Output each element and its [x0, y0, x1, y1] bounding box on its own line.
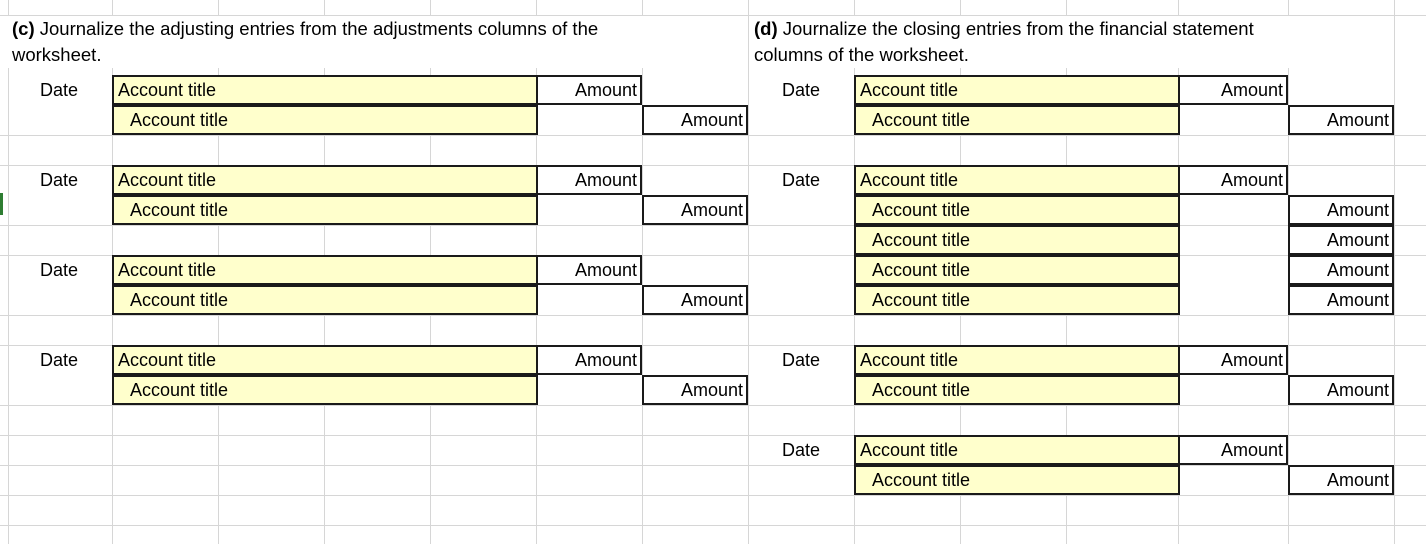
credit-amount[interactable]: Amount: [1288, 285, 1394, 315]
credit-amount[interactable]: Amount: [642, 285, 748, 315]
debit-amount[interactable]: Amount: [536, 75, 642, 105]
debit-account-title[interactable]: Account title: [112, 75, 538, 105]
credit-account-title[interactable]: Account title: [854, 105, 1180, 135]
credit-account-title[interactable]: Account title: [854, 285, 1180, 315]
credit-amount[interactable]: Amount: [1288, 195, 1394, 225]
section-d-letter: (d): [754, 18, 778, 39]
section-c-text-line2: worksheet.: [12, 44, 102, 65]
debit-amount[interactable]: Amount: [1178, 75, 1288, 105]
debit-amount[interactable]: Amount: [1178, 345, 1288, 375]
section-c-text: Journalize the adjusting entries from the adjustments columns of the: [34, 18, 599, 39]
credit-amount[interactable]: Amount: [1288, 225, 1394, 255]
entry-date[interactable]: Date: [781, 170, 821, 190]
credit-account-title[interactable]: Account title: [112, 195, 538, 225]
section-d-text: Journalize the closing entries from the financial statement: [777, 18, 1254, 39]
entry-date[interactable]: Date: [781, 440, 821, 460]
section-d-header: [750, 16, 1394, 68]
credit-amount[interactable]: Amount: [642, 105, 748, 135]
section-c-letter: (c): [12, 18, 35, 39]
credit-account-title[interactable]: Account title: [854, 225, 1180, 255]
credit-account-title[interactable]: Account title: [112, 375, 538, 405]
debit-account-title[interactable]: Account title: [112, 255, 538, 285]
debit-amount[interactable]: Amount: [536, 345, 642, 375]
debit-amount[interactable]: Amount: [536, 165, 642, 195]
credit-account-title[interactable]: Account title: [854, 375, 1180, 405]
credit-account-title[interactable]: Account title: [112, 105, 538, 135]
debit-account-title[interactable]: Account title: [112, 165, 538, 195]
credit-account-title[interactable]: Account title: [854, 465, 1180, 495]
active-row-marker: [0, 193, 3, 215]
credit-amount[interactable]: Amount: [1288, 375, 1394, 405]
debit-account-title[interactable]: Account title: [112, 345, 538, 375]
debit-amount[interactable]: Amount: [1178, 435, 1288, 465]
section-c-header: [8, 16, 748, 68]
entry-date[interactable]: Date: [39, 80, 79, 100]
entry-date[interactable]: Date: [781, 80, 821, 100]
debit-account-title[interactable]: Account title: [854, 345, 1180, 375]
credit-amount[interactable]: Amount: [1288, 255, 1394, 285]
credit-amount[interactable]: Amount: [1288, 105, 1394, 135]
entry-date[interactable]: Date: [39, 260, 79, 280]
credit-account-title[interactable]: Account title: [112, 285, 538, 315]
credit-account-title[interactable]: Account title: [854, 195, 1180, 225]
credit-amount[interactable]: Amount: [642, 195, 748, 225]
debit-account-title[interactable]: Account title: [854, 435, 1180, 465]
entry-date[interactable]: Date: [39, 350, 79, 370]
debit-amount[interactable]: Amount: [1178, 165, 1288, 195]
debit-amount[interactable]: Amount: [536, 255, 642, 285]
entry-date[interactable]: Date: [39, 170, 79, 190]
credit-amount[interactable]: Amount: [1288, 465, 1394, 495]
debit-account-title[interactable]: Account title: [854, 75, 1180, 105]
section-d-text-line2: columns of the worksheet.: [754, 44, 969, 65]
debit-account-title[interactable]: Account title: [854, 165, 1180, 195]
credit-amount[interactable]: Amount: [642, 375, 748, 405]
entry-date[interactable]: Date: [781, 350, 821, 370]
credit-account-title[interactable]: Account title: [854, 255, 1180, 285]
